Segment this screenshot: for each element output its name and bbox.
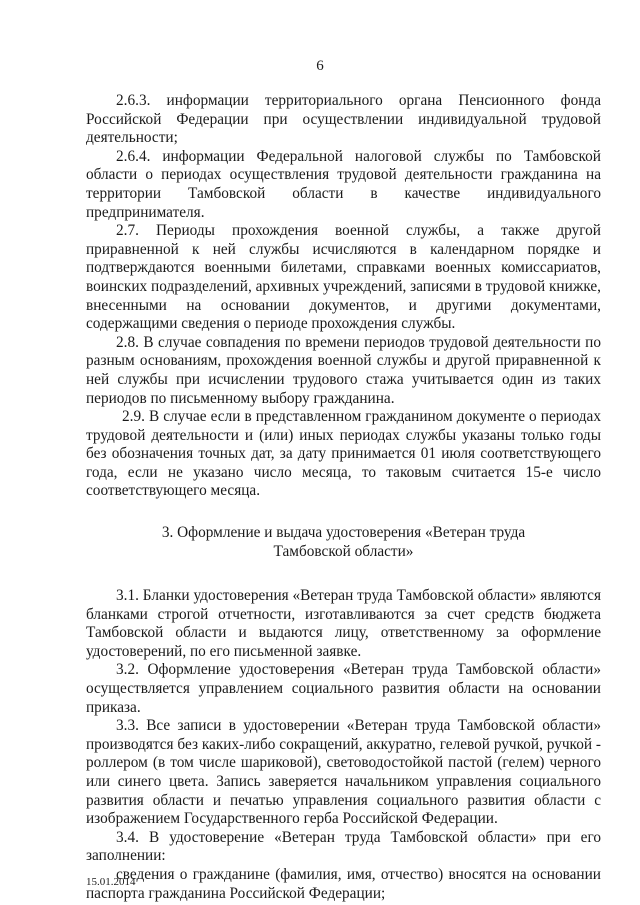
paragraph-2-6-4: 2.6.4. информации Федеральной налоговой службы по Тамбовской области о периодах осуществления трудовой деятельности гражданина на территории Тамбовской области в качестве индивидуального предпринимателя. (86, 147, 601, 221)
section-heading-line-2: Тамбовской области» (273, 543, 414, 561)
paragraph-3-3: 3.3. Все записи в удостоверении «Ветеран труда Тамбовской области» производятся без каких-либо сокращений, аккуратно, гелевой ручкой, ручкой - роллером (в том числе шариковой), световодостойкой пастой (гелем) черного или синего цвета. Запись заверяется начальником управления социального развития области и печатью управления социального развития области с изображением Государственного герба Российской Федерации. (86, 717, 601, 828)
paragraph-2-7: 2.7. Периоды прохождения военной службы, а также другой приравненной к ней службы исчисляются в календарном порядке и подтверждаются военными билетами, справками военных комиссариатов, воинских подразделений, архивных учреждений, записями в трудовой книжке, внесенными на основании документов, и другими документами, содержащими сведения о периоде прохождения службы. (86, 222, 601, 333)
section-heading-3 (86, 523, 601, 561)
paragraph-2-9: 2.9. В случае если в представленном гражданином документе о периодах трудовой деятельности и (или) иных периодах службы указаны только годы без обозначения точных дат, за дату принимается 01 июля соответствующего года, если не указано число месяца, то таковым считается 15-е число соответствующего месяца. (86, 408, 601, 500)
footer-date: 15.01.2014 (86, 876, 136, 888)
paragraph-3-2: 3.2. Оформление удостоверения «Ветеран труда Тамбовской области» осуществляется управлением социального развития области на основании приказа. (86, 661, 601, 716)
paragraph-2-8: 2.8. В случае совпадения по времени периодов трудовой деятельности по разным основаниям, прохождения военной службы и другой приравненной к ней службы при исчислении трудового стажа учитывается один из таких периодов по письменному выбору гражданина. (86, 333, 601, 407)
paragraph-3-1: 3.1. Бланки удостоверения «Ветеран труда Тамбовской области» являются бланками строгой отчетности, изготавливаются за счет средств бюджета Тамбовской области и выдаются лицу, ответственному за оформление удостоверений, по его письменной заявке. (86, 587, 601, 660)
section-heading-line-1: 3. Оформление и выдача удостоверения «Ветеран труда (161, 524, 526, 542)
page-number: 6 (316, 58, 324, 74)
paragraph-2-6-3: 2.6.3. информации территориального органа Пенсионного фонда Российской Федерации при осуществлении индивидуальной трудовой деятельности; (86, 92, 601, 147)
paragraph-3-4: 3.4. В удостоверение «Ветеран труда Тамбовской области» при его заполнении: (86, 828, 601, 865)
paragraph-3-4-item-1: сведения о гражданине (фамилия, имя, отчество) вносятся на основании паспорта гражданина Российской Федерации; (86, 865, 601, 902)
document-body (86, 92, 601, 903)
